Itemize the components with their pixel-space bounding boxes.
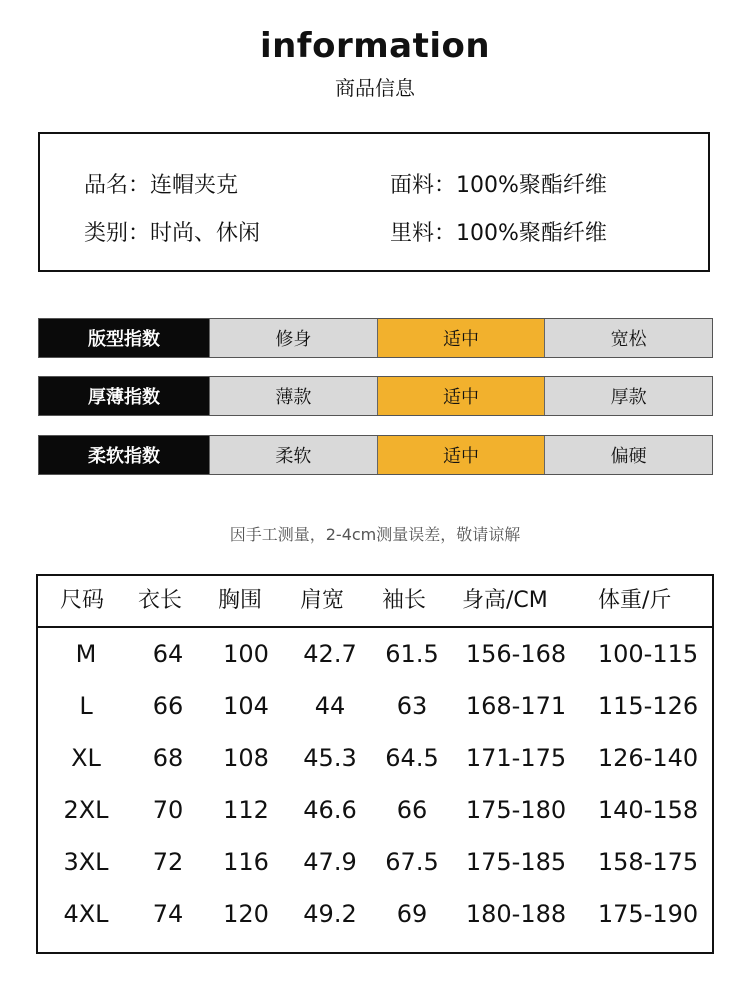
info-item-name [84,168,238,199]
table-row [38,628,712,680]
table-header-cell: 袖长 [382,588,427,613]
table-cell: 104 [223,692,269,720]
table-cell: 4XL [63,900,109,928]
table-cell: 64 [152,640,184,668]
table-cell: 3XL [63,848,109,876]
table-cell: 100 [223,640,269,668]
table-cell: 175-180 [465,796,567,824]
table-header-cell: 衣长 [138,588,183,613]
page-title: information [259,26,491,66]
info-value: 100%聚酯纤维 [456,221,607,246]
table-header-cell: 体重/斤 [598,588,672,613]
table-cell: 112 [223,796,269,824]
table-row [38,836,712,888]
info-value: 连帽夹克 [150,173,239,198]
table-cell: L [79,692,93,720]
info-item-category [84,216,260,247]
table-cell: 49.2 [303,900,357,928]
table-cell: 140-158 [597,796,699,824]
table-cell: 44 [314,692,346,720]
index-option: 薄款 [209,377,377,415]
page-subtitle: 商品信息 [335,76,415,100]
table-cell: 63 [396,692,428,720]
table-cell: 115-126 [597,692,699,720]
index-option: 适中 [377,377,545,415]
index-option: 适中 [377,319,545,357]
index-label: 柔软指数 [39,436,209,474]
size-table-header [38,576,712,628]
info-label: 类别： [84,221,151,246]
table-cell: 45.3 [303,744,357,772]
table-cell: 175-185 [465,848,567,876]
size-table [36,574,714,954]
product-info-box [38,132,710,272]
table-cell: 61.5 [385,640,439,668]
table-cell: 66 [152,692,184,720]
info-value: 100%聚酯纤维 [456,173,607,198]
index-option: 适中 [377,436,545,474]
table-cell: 66 [396,796,428,824]
index-option: 宽松 [544,319,712,357]
info-item-fabric [390,168,607,199]
table-row [38,888,712,940]
table-cell: 180-188 [465,900,567,928]
index-option: 修身 [209,319,377,357]
table-cell: 69 [396,900,428,928]
info-label: 里料： [390,221,457,246]
index-label: 厚薄指数 [39,377,209,415]
measurement-note: 因手工测量，2-4cm测量误差，敬请谅解 [229,525,521,544]
table-row [38,680,712,732]
table-cell: 67.5 [385,848,439,876]
table-header-cell: 身高/CM [462,588,548,613]
info-item-lining [390,216,607,247]
table-cell: 120 [223,900,269,928]
table-header-cell: 尺码 [60,588,105,613]
info-label: 面料： [390,173,457,198]
table-cell: 100-115 [597,640,699,668]
index-option: 柔软 [209,436,377,474]
table-cell: M [75,640,97,668]
index-label: 版型指数 [39,319,209,357]
table-cell: 168-171 [465,692,567,720]
table-header-cell: 胸围 [218,588,263,613]
table-cell: 72 [152,848,184,876]
table-cell: 171-175 [465,744,567,772]
info-value: 时尚、休闲 [150,221,261,246]
index-row-fit [38,318,713,358]
table-cell: 126-140 [597,744,699,772]
table-header-cell: 肩宽 [300,588,345,613]
table-cell: 70 [152,796,184,824]
table-cell: 2XL [63,796,109,824]
index-row-thickness [38,376,713,416]
table-cell: 158-175 [597,848,699,876]
info-label: 品名： [84,173,151,198]
table-row [38,732,712,784]
table-cell: 64.5 [385,744,439,772]
table-cell: 108 [223,744,269,772]
table-cell: 156-168 [465,640,567,668]
table-cell: 68 [152,744,184,772]
table-row [38,784,712,836]
table-cell: 46.6 [303,796,357,824]
index-option: 偏硬 [544,436,712,474]
table-cell: 175-190 [597,900,699,928]
index-option: 厚款 [544,377,712,415]
table-cell: 42.7 [303,640,357,668]
table-cell: 47.9 [303,848,357,876]
index-row-softness [38,435,713,475]
table-cell: 74 [152,900,184,928]
table-cell: XL [71,744,101,772]
table-cell: 116 [223,848,269,876]
